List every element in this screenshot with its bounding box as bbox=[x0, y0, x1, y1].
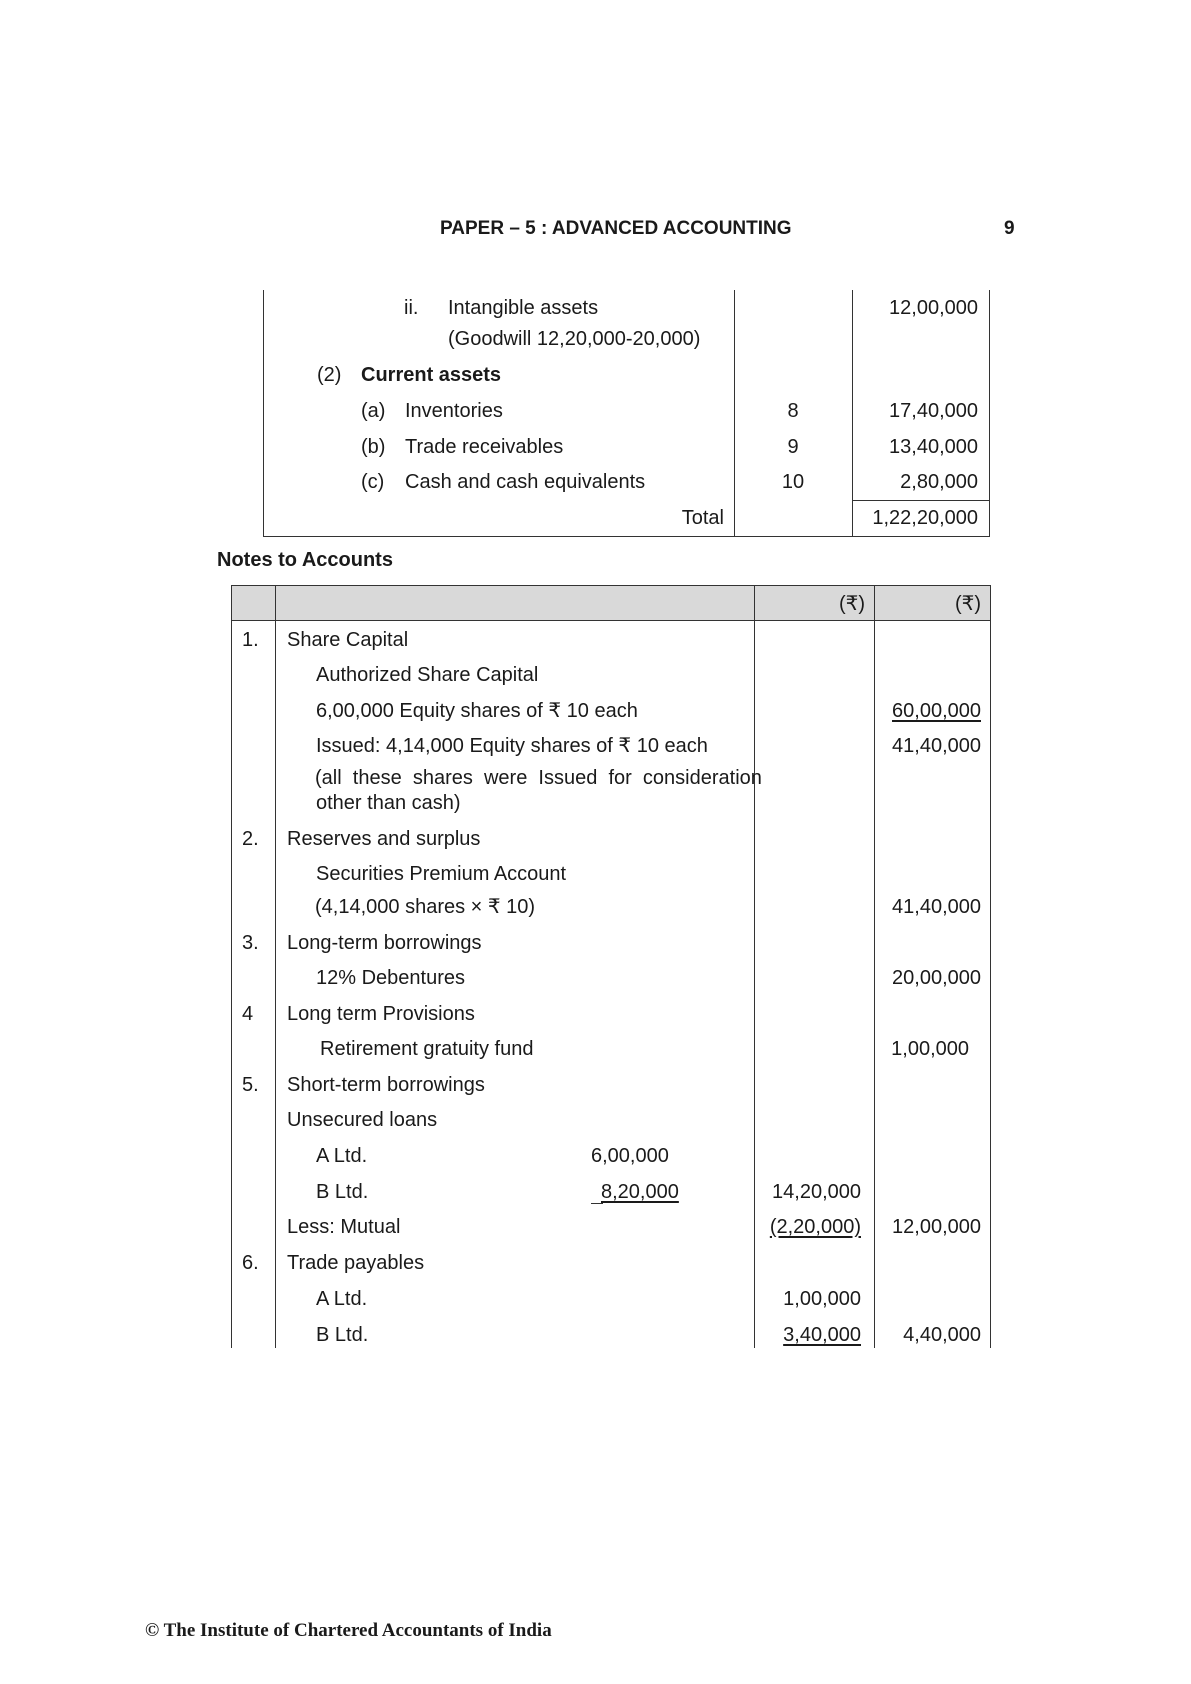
intangible-amount: 12,00,000 bbox=[889, 297, 978, 319]
issued-detail: Issued: 4,14,000 Equity shares of ₹ 10 each bbox=[316, 735, 708, 757]
note-number: 2. bbox=[242, 828, 259, 850]
securities-premium-detail: (4,14,000 shares × ₹ 10) bbox=[315, 896, 536, 918]
unsecured-loans-label: Unsecured loans bbox=[287, 1109, 438, 1131]
copyright-footer: © The Institute of Chartered Accountants of India bbox=[145, 1620, 552, 1641]
col-header-rupee: (₹) bbox=[838, 593, 865, 615]
row-num: (a) bbox=[361, 400, 386, 422]
a-ltd-payable-amount: 1,00,000 bbox=[783, 1288, 861, 1310]
page-title: PAPER – 5 : ADVANCED ACCOUNTING bbox=[440, 218, 792, 239]
row-amount: 17,40,000 bbox=[889, 400, 978, 422]
issued-note: (all these shares were Issued for consideration bbox=[315, 767, 762, 789]
long-term-provisions-label: Long term Provisions bbox=[287, 1003, 475, 1025]
b-ltd-label: B Ltd. bbox=[316, 1324, 369, 1346]
debentures-amount: 20,00,000 bbox=[892, 967, 981, 989]
total-amount: 1,22,20,000 bbox=[872, 507, 978, 529]
goodwill-detail: (Goodwill 12,20,000-20,000) bbox=[448, 328, 701, 350]
authorized-label: Authorized Share Capital bbox=[316, 664, 539, 686]
long-term-borrowings-label: Long-term borrowings bbox=[287, 932, 482, 954]
intangible-label: Intangible assets bbox=[448, 297, 599, 319]
intangible-num: ii. bbox=[404, 297, 419, 319]
row-label: Inventories bbox=[405, 400, 503, 422]
gratuity-fund-amount: 1,00,000 bbox=[891, 1038, 969, 1060]
issued-amount: 41,40,000 bbox=[892, 735, 981, 757]
securities-premium-label: Securities Premium Account bbox=[316, 863, 567, 885]
current-assets-num: (2) bbox=[317, 364, 342, 386]
authorized-amount: 60,00,000 bbox=[892, 700, 981, 722]
b-ltd-underline-lead bbox=[591, 1203, 603, 1204]
debentures-label: 12% Debentures bbox=[316, 967, 465, 989]
a-ltd-label: A Ltd. bbox=[316, 1145, 368, 1167]
reserves-label: Reserves and surplus bbox=[287, 828, 481, 850]
a-ltd-loan-amount: 6,00,000 bbox=[591, 1145, 669, 1167]
row-num: (b) bbox=[361, 436, 386, 458]
share-capital-label: Share Capital bbox=[287, 629, 409, 651]
note-number: 4 bbox=[242, 1003, 254, 1025]
page-number: 9 bbox=[1004, 218, 1015, 239]
issued-note: other than cash) bbox=[316, 792, 461, 814]
note-number: 5. bbox=[242, 1074, 259, 1096]
authorized-detail: 6,00,000 Equity shares of ₹ 10 each bbox=[316, 700, 638, 722]
total-label: Total bbox=[681, 507, 724, 529]
row-label: Trade receivables bbox=[405, 436, 564, 458]
current-assets-label: Current assets bbox=[361, 364, 502, 386]
b-ltd-loan-amount: 8,20,000 bbox=[601, 1181, 679, 1203]
trade-payables-amount: 4,40,000 bbox=[903, 1324, 981, 1346]
row-num: (c) bbox=[361, 471, 385, 493]
gratuity-fund-label: Retirement gratuity fund bbox=[320, 1038, 534, 1060]
row-label: Cash and cash equivalents bbox=[405, 471, 646, 493]
less-mutual-label: Less: Mutual bbox=[287, 1216, 401, 1238]
b-ltd-label: B Ltd. bbox=[316, 1181, 369, 1203]
col-header-rupee: (₹) bbox=[954, 593, 981, 615]
a-ltd-label: A Ltd. bbox=[316, 1288, 368, 1310]
row-note: 9 bbox=[787, 436, 799, 458]
short-term-borrowings-amount: 12,00,000 bbox=[892, 1216, 981, 1238]
note-number: 3. bbox=[242, 932, 259, 954]
note-number: 6. bbox=[242, 1252, 259, 1274]
row-note: 10 bbox=[781, 471, 805, 493]
row-note: 8 bbox=[787, 400, 799, 422]
row-amount: 2,80,000 bbox=[900, 471, 978, 493]
trade-payables-label: Trade payables bbox=[287, 1252, 425, 1274]
less-mutual-amount: (2,20,000) bbox=[769, 1216, 861, 1238]
notes-title: Notes to Accounts bbox=[217, 549, 393, 571]
notes-header-row bbox=[231, 585, 990, 620]
note-number: 1. bbox=[242, 629, 259, 651]
securities-premium-amount: 41,40,000 bbox=[892, 896, 981, 918]
loans-subtotal: 14,20,000 bbox=[772, 1181, 861, 1203]
row-amount: 13,40,000 bbox=[889, 436, 978, 458]
b-ltd-payable-amount: 3,40,000 bbox=[783, 1324, 861, 1346]
short-term-borrowings-label: Short-term borrowings bbox=[287, 1074, 485, 1096]
